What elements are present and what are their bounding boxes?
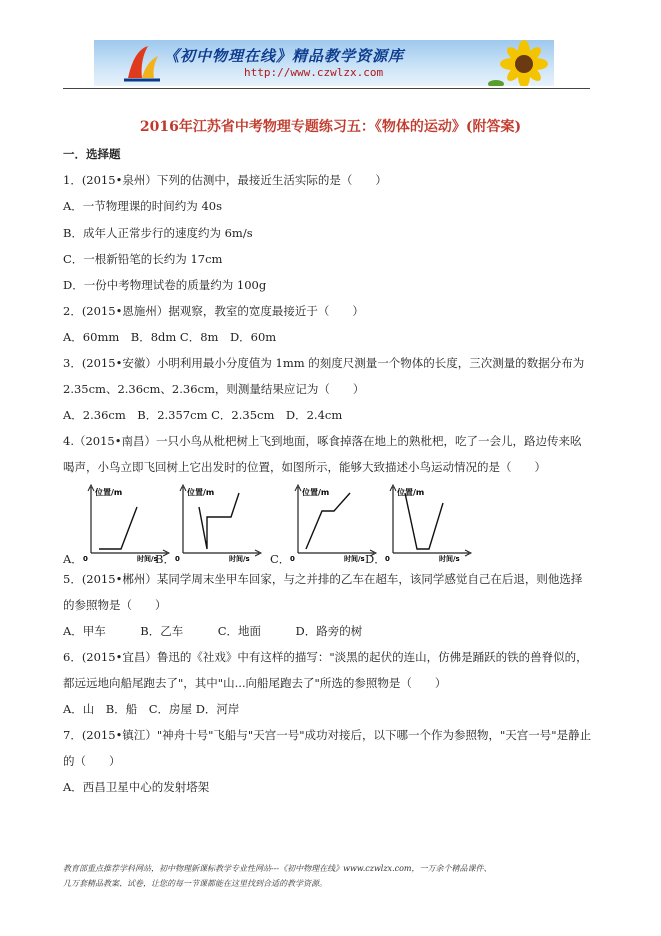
question-line: 4.（2015•南昌）一只小鸟从枇杷树上飞到地面，啄食掉落在地上的熟枇杷，吃了一会儿，路边传来吆 — [63, 434, 582, 448]
graph-curve — [99, 507, 137, 549]
header-banner — [94, 40, 554, 86]
graph-y-label: 位置/m — [187, 488, 215, 497]
graph-option-label: B． — [155, 552, 175, 566]
question-line: 1．(2015•泉州）下列的估测中，最接近生活实际的是（ ） — [63, 173, 387, 187]
question-line: A．西昌卫星中心的发射塔架 — [63, 780, 210, 794]
graph-x-label: 时间/s — [344, 555, 365, 563]
header-rule — [63, 88, 590, 89]
question-line: 5．(2015•郴州）某同学周末坐甲车回家，与之并排的乙车在超车，该同学感觉自己在后退，则他选择 — [63, 572, 583, 586]
question-line: 的参照物是（ ） — [63, 598, 167, 612]
position-time-graph — [383, 483, 473, 563]
graph-curve — [306, 493, 350, 549]
sunflower-icon — [484, 40, 554, 86]
graph-option-label: C． — [270, 552, 291, 566]
footer-line-1: 教育部重点推荐学科网站，初中物理新课标教学专业性网站---《初中物理在线》www.czwlzx.com，一万余个精品课件、 — [63, 864, 492, 873]
question-line: 2.35cm、2.36cm、2.36cm，则测量结果应记为（ ） — [63, 382, 365, 396]
section-heading: 一．选择题 — [63, 147, 121, 161]
position-time-graph — [81, 483, 171, 563]
site-logo-icon — [122, 42, 162, 84]
graph-option-label: A． — [63, 552, 83, 566]
question-line: 都远远地向船尾跑去了"，其中"山...向船尾跑去了"所选的参照物是（ ） — [63, 676, 447, 690]
position-time-graph — [288, 483, 378, 563]
question-line: 2．(2015•恩施州）据观察，教室的宽度最接近于（ ） — [63, 304, 364, 318]
question-line: A．山 B．船 C．房屋 D．河岸 — [63, 702, 240, 716]
banner-url[interactable]: http://www.czwlzx.com — [244, 66, 384, 79]
question-line: B．成年人正常步行的速度约为 6m/s — [63, 226, 253, 240]
graph-curve — [405, 493, 443, 549]
graph-x-label: 时间/s — [137, 555, 158, 563]
question-line: 3．(2015•安徽）小明利用最小分度值为 1mm 的刻度尺测量一个物体的长度，三次测量的数据分布为 — [63, 356, 585, 370]
graph-origin-label: 0 — [290, 555, 295, 563]
question-line: 喝声，小鸟立即飞回树上它出发时的位置，如图所示，能够大致描述小鸟运动情况的是（ ） — [63, 460, 546, 474]
question-line: 6．(2015•宜昌）鲁迅的《社戏》中有这样的描写："淡黑的起伏的连山，仿佛是踊跃的铁的兽脊似的， — [63, 650, 588, 664]
question-line: C．一根新铅笔的长约为 17cm — [63, 252, 223, 266]
question-line: A．60mm B．8dm C．8m D．60m — [63, 330, 277, 344]
question-line: A．一节物理课的时间约为 40s — [63, 199, 222, 213]
graph-curve — [199, 493, 239, 549]
document-title: 2016年江苏省中考物理专题练习五：《物体的运动》(附答案) — [139, 119, 522, 135]
graph-x-label: 时间/s — [439, 555, 460, 563]
question-line: A．2.36cm B．2.357cm C．2.35cm D．2.4cm — [63, 408, 343, 422]
graph-origin-label: 0 — [83, 555, 88, 563]
graph-origin-label: 0 — [385, 555, 390, 563]
question-line: A．甲车 B．乙车 C．地面 D．路旁的树 — [63, 624, 363, 638]
graph-origin-label: 0 — [175, 555, 180, 563]
question-line: 的（ ） — [63, 754, 121, 768]
question-line: 7．(2015•镇江）"神舟十号"飞船与"天宫一号"成功对接后，以下哪一个作为参照物，"天宫一号"是静止 — [63, 728, 592, 742]
banner-title: 《初中物理在线》精品教学资源库 — [164, 47, 405, 65]
graph-y-label: 位置/m — [397, 488, 425, 497]
graph-y-label: 位置/m — [302, 488, 330, 497]
question-line: D．一份中考物理试卷的质量约为 100g — [63, 278, 267, 292]
footer-line-2: 几万套精品教案、试卷，让您的每一节课都能在这里找到合适的教学资源。 — [63, 879, 327, 888]
graph-y-label: 位置/m — [95, 488, 123, 497]
graph-x-label: 时间/s — [229, 555, 250, 563]
position-time-graph — [173, 483, 263, 563]
graph-option-label: D． — [365, 552, 386, 566]
